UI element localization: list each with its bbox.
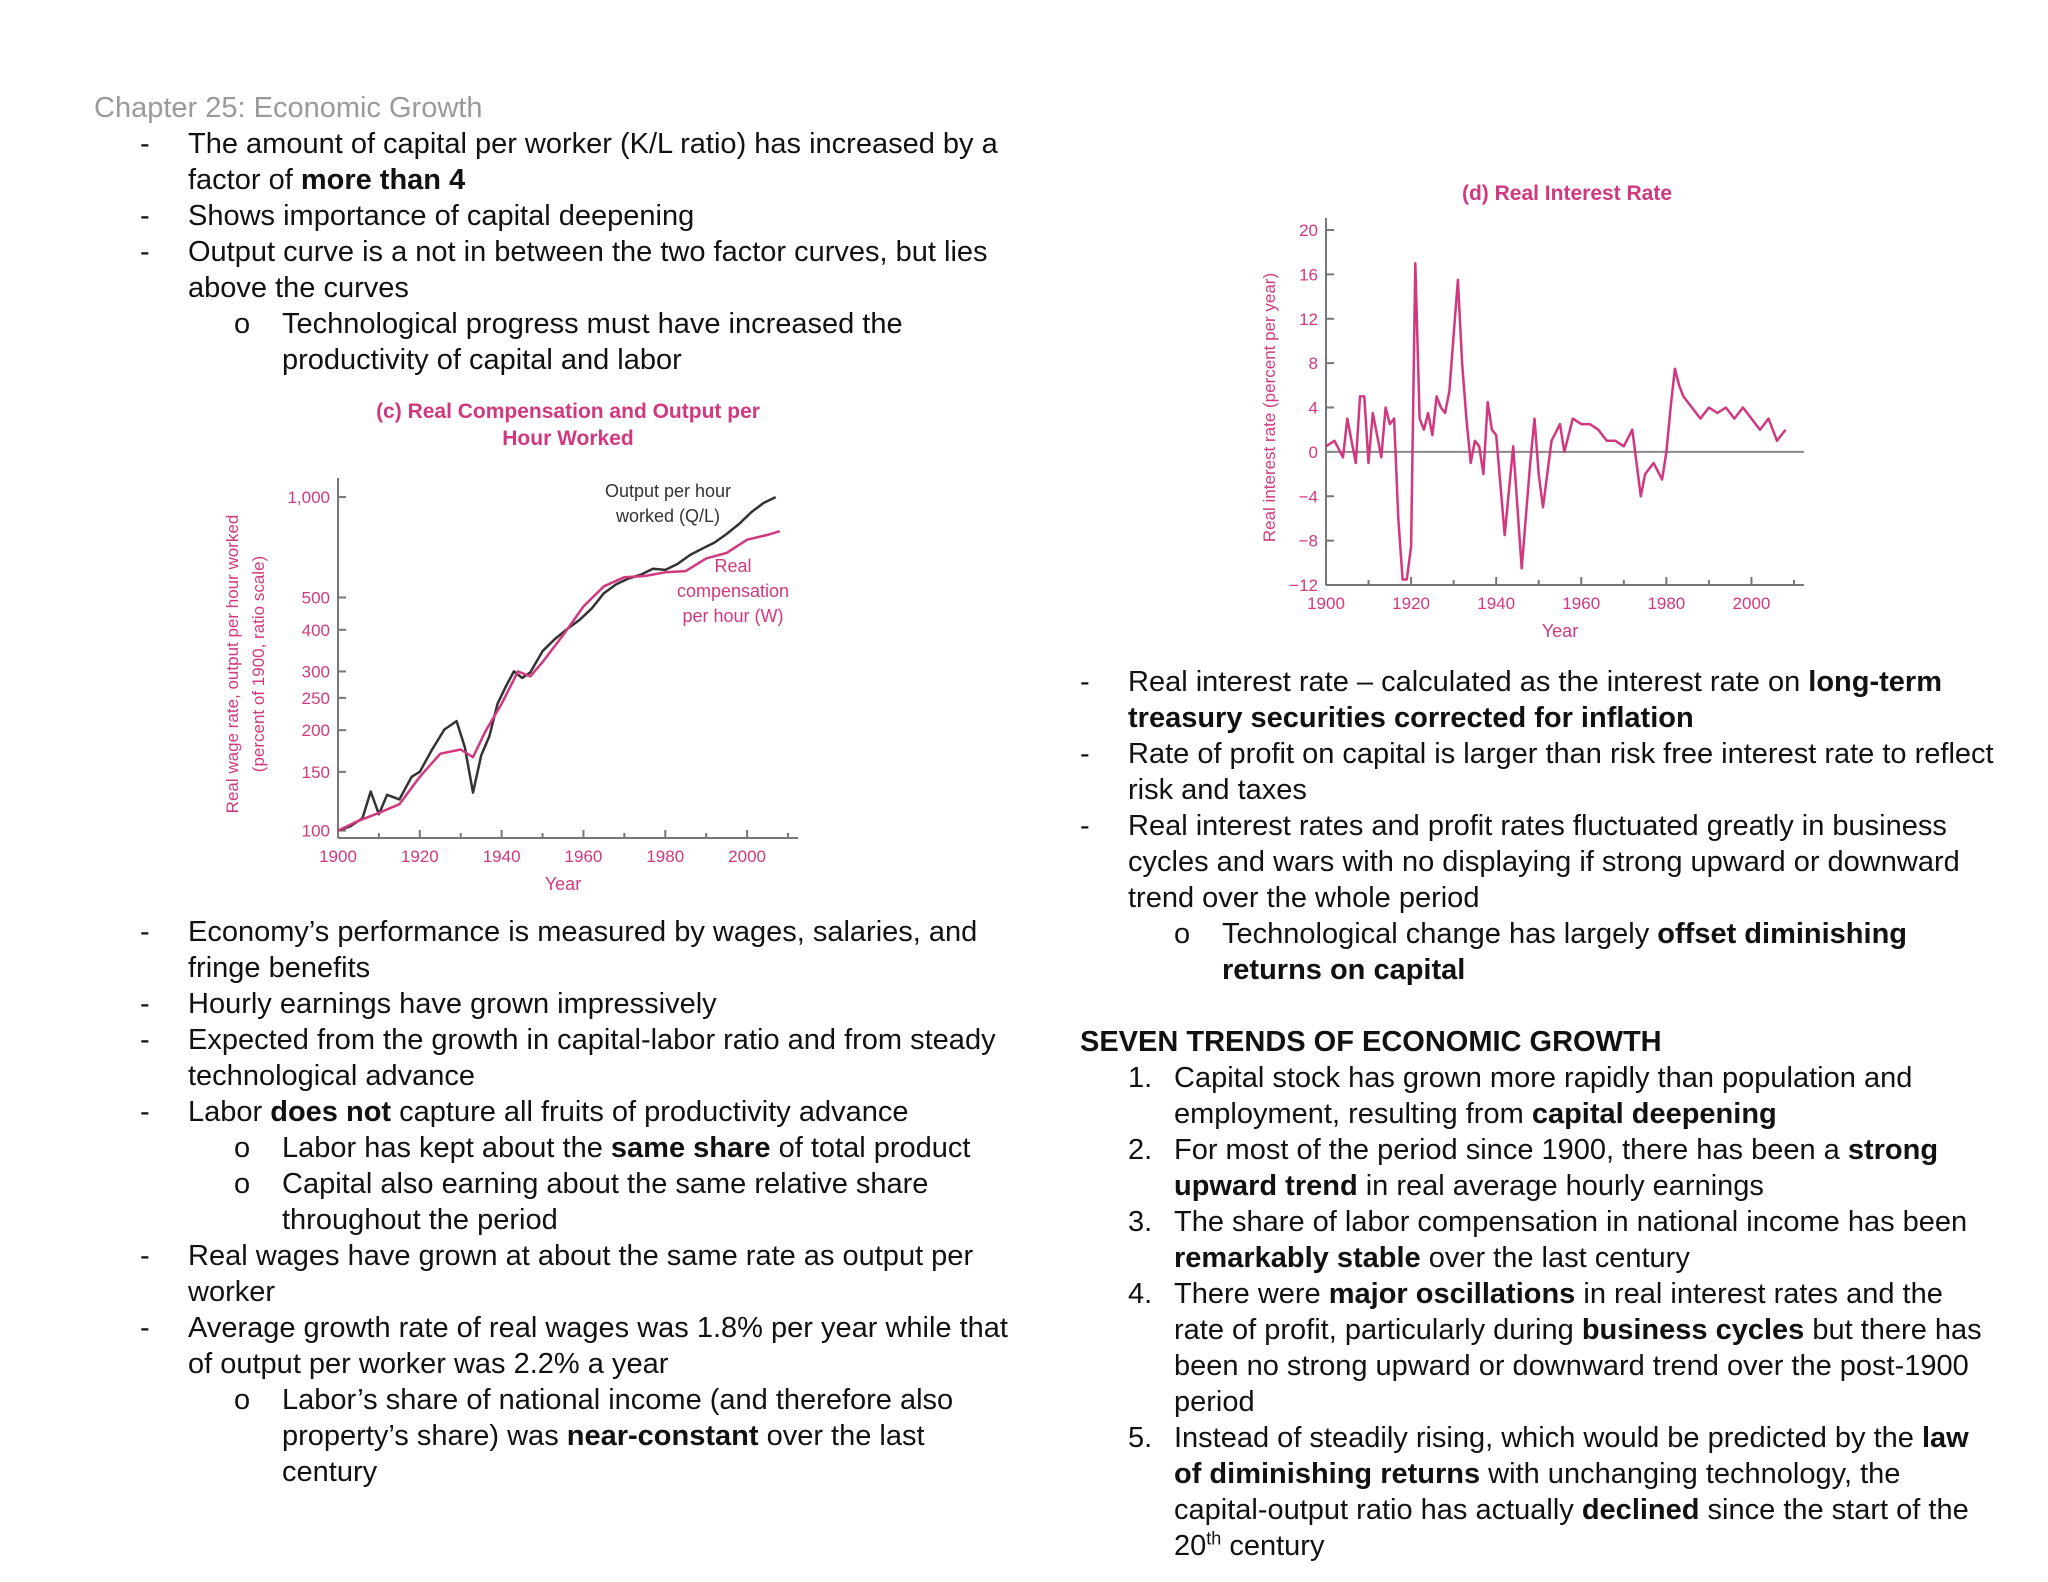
chapter-title: Chapter 25: Economic Growth xyxy=(94,92,483,124)
trend-item xyxy=(1080,1204,2000,1276)
left-bottom-bullets xyxy=(140,914,1020,1490)
trend-number: 1. xyxy=(1128,1062,1153,1094)
y-tick-label: 150 xyxy=(301,762,330,782)
bullet-marker: - xyxy=(1080,810,1090,842)
trend-text: Capital stock has grown more rapidly than population and employment, resulting from capital deepening xyxy=(1174,1062,1913,1130)
bullet-text: Shows importance of capital deepening xyxy=(188,200,695,232)
x-tick-label: 2000 xyxy=(1732,594,1771,613)
y-tick-label: 400 xyxy=(301,620,330,640)
x-tick-label: 1960 xyxy=(1562,594,1601,613)
bullet-marker: o xyxy=(234,1384,251,1416)
bullet-marker: - xyxy=(140,1240,150,1272)
trend-text: Instead of steadily rising, which would be predicted by the law of diminishing returns with unchanging technology, the capital-output ratio has actually declined since the start of the 20th century xyxy=(1174,1422,1969,1562)
series-line-1 xyxy=(1326,263,1786,579)
y-tick-label: 500 xyxy=(301,588,330,608)
bullet-marker: - xyxy=(1080,666,1090,698)
bullet-marker: - xyxy=(140,236,150,268)
bullet-marker: - xyxy=(140,1096,150,1128)
chart-title: (d) Real Interest Rate xyxy=(1461,182,1673,205)
right-bullet xyxy=(1080,736,2000,808)
bullet-text: Expected from the growth in capital-labor ratio and from steady technological advance xyxy=(188,1024,996,1092)
y-tick-label: 1,000 xyxy=(287,488,330,508)
y-tick-label: 0 xyxy=(1308,442,1318,462)
bullet-marker: - xyxy=(140,128,150,160)
bullet-text: Economy’s performance is measured by wages, salaries, and fringe benefits xyxy=(188,916,978,984)
bullet-text: Labor has kept about the same share of total product xyxy=(282,1132,971,1164)
trend-item xyxy=(1080,1420,2000,1564)
trend-number: 2. xyxy=(1128,1134,1153,1166)
bullet-marker: - xyxy=(140,1024,150,1056)
bullet-marker: - xyxy=(140,916,150,948)
bullet-text: Rate of profit on capital is larger than risk free interest rate to reflect risk and taxes xyxy=(1128,738,1994,806)
trend-number: 3. xyxy=(1128,1206,1153,1238)
bullet-marker: - xyxy=(140,200,150,232)
y-axis-label: Real wage rate, output per hour worked xyxy=(223,514,242,814)
x-tick-label: 1940 xyxy=(1477,594,1516,613)
x-tick-label: 1980 xyxy=(1647,594,1686,613)
bullet-text: Hourly earnings have grown impressively xyxy=(188,988,717,1020)
x-tick-label: 1940 xyxy=(482,847,521,866)
left-bottom-bullet xyxy=(140,1238,1020,1310)
y-tick-label: −12 xyxy=(1289,576,1318,595)
legend-label: per hour (W) xyxy=(682,606,784,626)
legend-label: Real xyxy=(714,556,752,576)
right-column xyxy=(1080,664,2000,1564)
chart-title: Hour Worked xyxy=(502,427,634,450)
trend-number: 4. xyxy=(1128,1278,1153,1310)
trend-item xyxy=(1080,1276,2000,1420)
y-axis-label: (percent of 1900, ratio scale) xyxy=(249,555,268,773)
y-tick-label: 250 xyxy=(301,688,330,708)
y-tick-label: 100 xyxy=(301,821,330,841)
trend-text: There were major oscillations in real interest rates and the rate of profit, particularly during business cycles but there has been no strong upward or downward trend over the post-1900 period xyxy=(1174,1278,1982,1418)
right-bullet xyxy=(1080,916,2000,988)
legend-label: worked (Q/L) xyxy=(615,506,721,526)
y-tick-label: 20 xyxy=(1299,221,1318,240)
y-axis-label: Real interest rate (percent per year) xyxy=(1260,272,1279,543)
x-axis-label: Year xyxy=(1541,621,1579,641)
bullet-text: Real interest rate – calculated as the interest rate on long-term treasury securities corrected for inflation xyxy=(1128,666,1942,734)
left-bottom-bullet xyxy=(140,1166,1020,1238)
bullet-text: Real wages have grown at about the same rate as output per worker xyxy=(188,1240,974,1308)
bullet-text: Technological progress must have increased the productivity of capital and labor xyxy=(282,308,903,376)
y-tick-label: 300 xyxy=(301,662,330,682)
bullet-text: Average growth rate of real wages was 1.8% per year while that of output per worker was 2.2% a year xyxy=(188,1312,1008,1380)
left-bottom-bullet xyxy=(140,1022,1020,1094)
left-bottom-bullet xyxy=(140,1382,1020,1490)
bullet-marker: - xyxy=(140,1312,150,1344)
trends-list xyxy=(1080,1060,2000,1564)
trend-text: For most of the period since 1900, there has been a strong upward trend in real average hourly earnings xyxy=(1174,1134,1939,1202)
bullet-marker: o xyxy=(234,308,251,340)
bullet-text: Output curve is a not in between the two factor curves, but lies above the curves xyxy=(188,236,988,304)
trend-number: 5. xyxy=(1128,1422,1153,1454)
x-tick-label: 1920 xyxy=(400,847,439,866)
bullet-marker: o xyxy=(234,1132,251,1164)
bullet-text: Labor’s share of national income (and therefore also property’s share) was near-constant over the last century xyxy=(282,1384,954,1488)
legend-label: Output per hour xyxy=(604,481,732,501)
x-tick-label: 1900 xyxy=(1307,594,1345,613)
bullet-marker: o xyxy=(1174,918,1191,950)
y-tick-label: 12 xyxy=(1299,309,1318,329)
bullet-text: The amount of capital per worker (K/L ratio) has increased by a factor of more than 4 xyxy=(188,128,998,196)
left-bottom-bullet xyxy=(140,914,1020,986)
trend-item xyxy=(1080,1060,2000,1132)
left-bottom-bullet xyxy=(140,1130,1020,1166)
x-axis-label: Year xyxy=(544,874,582,894)
trends-heading: SEVEN TRENDS OF ECONOMIC GROWTH xyxy=(1080,1026,1662,1058)
bullet-text: Capital also earning about the same relative share throughout the period xyxy=(282,1168,929,1236)
y-tick-label: 8 xyxy=(1308,354,1318,374)
bullet-marker: o xyxy=(234,1168,251,1200)
x-tick-label: 1920 xyxy=(1392,594,1431,613)
bullet-text: Labor does not capture all fruits of productivity advance xyxy=(188,1096,909,1128)
bullet-marker: - xyxy=(140,988,150,1020)
legend-label: compensation xyxy=(676,581,790,601)
x-tick-label: 1960 xyxy=(564,847,603,866)
left-bottom-bullet xyxy=(140,1310,1020,1382)
y-tick-label: −8 xyxy=(1298,531,1318,551)
x-tick-label: 1900 xyxy=(319,847,357,866)
y-tick-label: 16 xyxy=(1299,265,1318,285)
trend-item xyxy=(1080,1132,2000,1204)
x-tick-label: 1980 xyxy=(646,847,685,866)
y-tick-label: 4 xyxy=(1308,398,1318,418)
bullet-text: Technological change has largely offset diminishing returns on capital xyxy=(1222,918,1908,986)
left-bottom-bullet xyxy=(140,986,1020,1022)
chart-title: (c) Real Compensation and Output per xyxy=(376,400,760,423)
right-bullets xyxy=(1080,664,2000,988)
x-tick-label: 2000 xyxy=(728,847,767,866)
bullet-text: Real interest rates and profit rates fluctuated greatly in business cycles and wars with no displaying if strong upward or downward trend over the whole period xyxy=(1128,810,1960,914)
left-bottom-bullet xyxy=(140,1094,1020,1130)
right-bullet xyxy=(1080,664,2000,736)
right-bullet xyxy=(1080,808,2000,916)
y-tick-label: 200 xyxy=(301,721,330,741)
trend-text: The share of labor compensation in national income has been remarkably stable over the last century xyxy=(1174,1206,1968,1274)
y-tick-label: −4 xyxy=(1298,487,1318,507)
bullet-marker: - xyxy=(1080,738,1090,770)
